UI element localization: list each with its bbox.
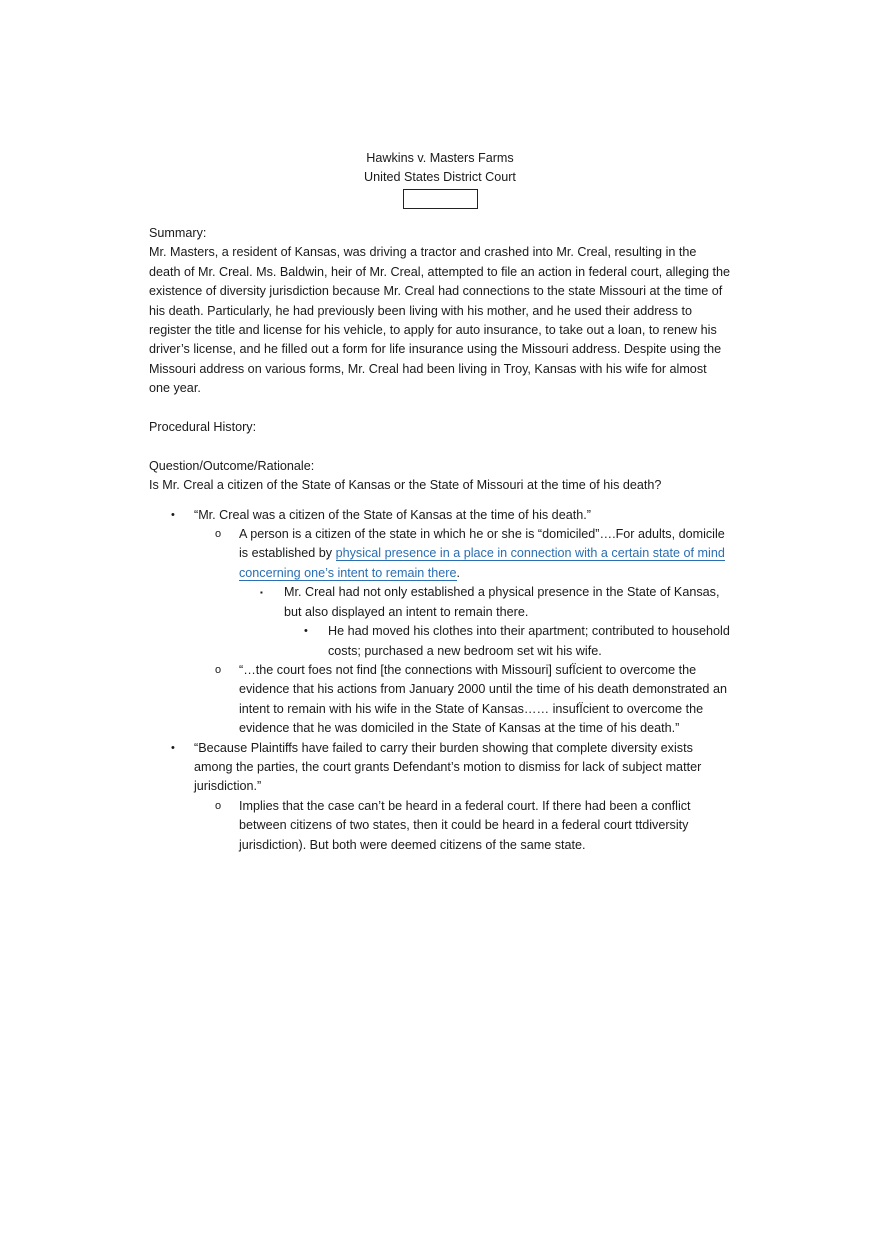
rationale-list (149, 739, 731, 797)
sub-list (149, 525, 731, 583)
bullet-text: “…the court foes not find [the connections with Missouri] sufÏcient to overcome the evidence that his actions from January 2000 until the time of his death demonstrated an intent to remain with his wife in the State of Kansas…… insufÏcient to overcome the evidence that he was domiciled in the State of Kansas at the time of his death.” (239, 662, 727, 736)
list-item (149, 525, 731, 583)
bullet-text: Mr. Creal had not only established a physical presence in the State of Kansas, but also displayed an intent to remain there. (284, 585, 720, 619)
summary-text: Mr. Masters, a resident of Kansas, was driving a tractor and crashed into Mr. Creal, resulting in the death of Mr. Creal. Ms. Baldwin, heir of Mr. Creal, attempted to file an action in federal court, alleging the existence of diversity jurisdiction because Mr. Creal had connections to the state Missouri at the time of his death. Particularly, he had previously been living with his mother, and he used their address to register the title and license for his vehicle, to apply for auto insurance, to take out a loan, to renew his driver’s license, and he filled out a form for life insurance using the Missouri address. Despite using the Missouri address on various forms, Mr. Creal had been living in Troy, Kansas with his wife for almost one year. (149, 245, 731, 396)
sub-sub-list (149, 583, 731, 622)
bullet-text: “Because Plaintiffs have failed to carry their burden showing that complete diversity exists among the parties, the court grants Defendant’s motion to dismiss for lack of subject matter jurisdiction.” (194, 740, 702, 794)
bullet-marker: o (215, 663, 222, 676)
bullet-text: “Mr. Creal was a citizen of the State of Kansas at the time of his death.” (194, 507, 591, 522)
bullet-marker: • (171, 508, 175, 521)
bullet-text: He had moved his clothes into their apartment; contributed to household costs; purchased a new bedroom set wit his wife. (328, 624, 730, 658)
bullet-marker: • (304, 625, 308, 638)
summary-heading: Summary: (149, 226, 207, 240)
bullet-marker: o (215, 528, 222, 541)
rationale-list (149, 506, 731, 525)
bullet-marker: o (215, 799, 222, 812)
sub-sub-sub-list (149, 622, 731, 661)
case-header (0, 149, 880, 209)
list-item (149, 583, 731, 622)
bullet-marker: • (171, 741, 175, 754)
case-title: Hawkins v. Masters Farms (366, 151, 514, 165)
document-body (149, 224, 731, 855)
question-text: Is Mr. Creal a citizen of the State of Kansas or the State of Missouri at the time of his death? (149, 478, 662, 493)
bullet-text: A person is a citizen of the state in which he or she is “domiciled”….For adults, domicile is established by (239, 527, 725, 561)
sub-list (149, 661, 731, 739)
procedural-heading: Procedural History: (149, 420, 257, 435)
bullet-text: Implies that the case can’t be heard in a federal court. If there had been a conflict between citizens of two states, then it could be heard in a federal court ttdiversity jurisdiction). But both were deemed citizens of the same state. (239, 798, 691, 852)
question-heading: Question/Outcome/Rationale: (149, 458, 315, 473)
list-item (149, 506, 731, 525)
bullet-text-end: . (456, 565, 460, 580)
list-item (149, 661, 731, 739)
domicile-link[interactable]: physical presence in a place in connection with a certain state of mind concerning one’s intent to remain there (239, 546, 725, 580)
sub-list (149, 797, 731, 855)
list-item (149, 739, 731, 797)
list-item (149, 622, 731, 661)
empty-box (403, 189, 478, 209)
list-item (149, 797, 731, 855)
bullet-marker: ▪ (260, 588, 263, 598)
court-name: United States District Court (364, 170, 516, 185)
